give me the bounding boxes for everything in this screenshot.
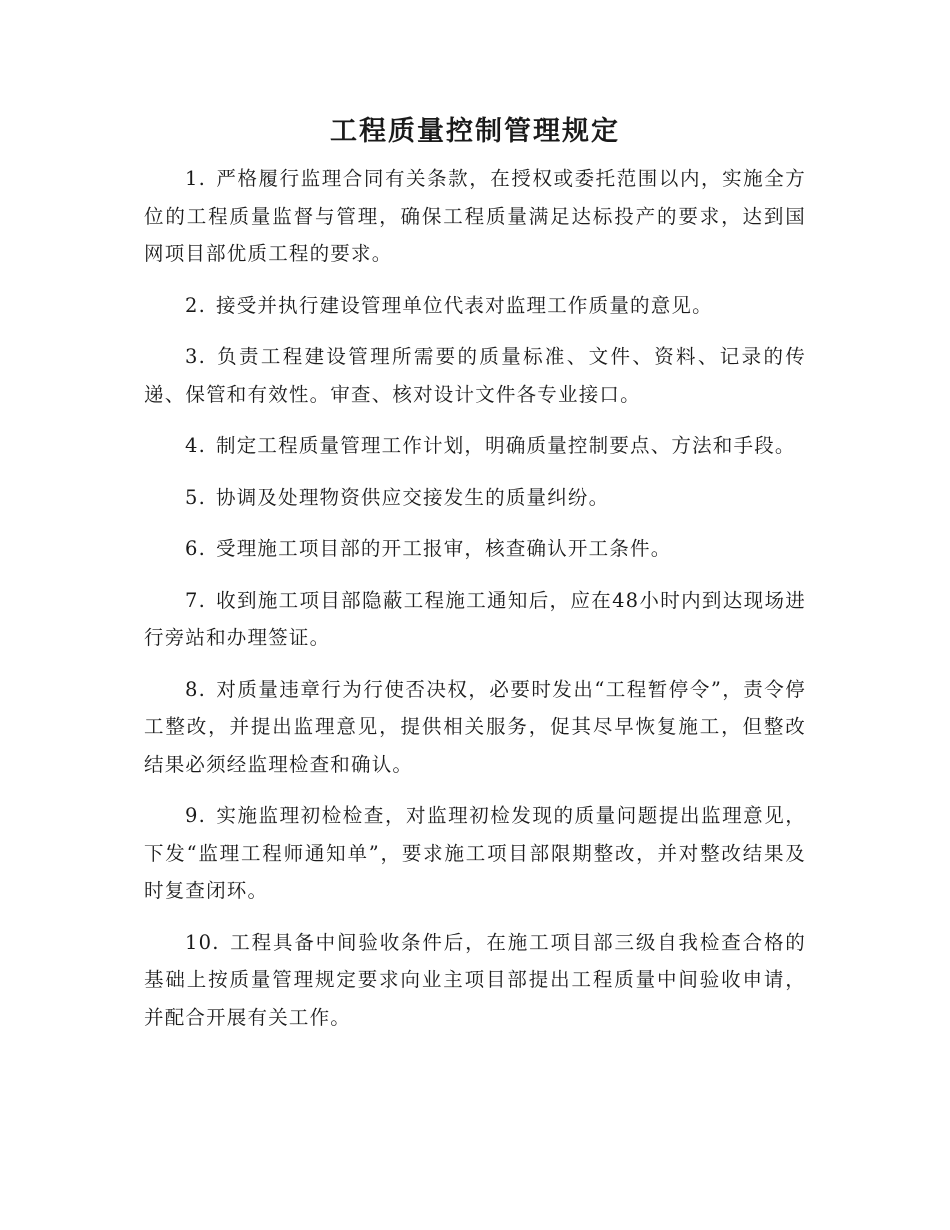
clause-item <box>144 338 806 413</box>
clause-number: 8. <box>185 677 207 701</box>
clause-list <box>144 160 806 1036</box>
clause-item <box>144 427 806 465</box>
clause-number: 1. <box>185 167 207 190</box>
clause-text: 对质量违章行为行使否决权，必要时发出“工程暂停令”，责令停工整改，并提出监理意见，提供相关服务，促其尽早恢复施工，但整改结果必须经监理检查和确认。 <box>144 677 806 776</box>
clause-text: 严格履行监理合同有关条款，在授权或委托范围以内，实施全方位的工程质量监督与管理，确保工程质量满足达标投产的要求，达到国网项目部优质工程的要求。 <box>144 167 806 265</box>
clause-item <box>144 479 806 517</box>
clause-text: 协调及处理物资供应交接发生的质量纠纷。 <box>216 485 610 509</box>
clause-number: 10. <box>185 930 220 954</box>
clause-item <box>144 582 806 657</box>
clause-number: 5. <box>185 485 207 509</box>
clause-number: 3. <box>185 345 207 368</box>
clause-text: 接受并执行建设管理单位代表对监理工作质量的意见。 <box>216 293 713 317</box>
clause-number: 9. <box>185 804 207 827</box>
clause-item <box>144 530 806 568</box>
clause-item <box>144 797 806 910</box>
clause-number: 6. <box>185 537 207 560</box>
clause-text: 受理施工项目部的开工报审，核查确认开工条件。 <box>216 537 672 560</box>
clause-item <box>144 671 806 784</box>
clause-text: 负责工程建设管理所需要的质量标准、文件、资料、记录的传递、保管和有效性。审查、核对设计文件各专业接口。 <box>144 345 806 406</box>
clause-item <box>144 160 806 273</box>
clause-number: 4. <box>185 434 207 457</box>
clause-text: 收到施工项目部隐蔽工程施工通知后，应在48小时内到达现场进行旁站和办理签证。 <box>144 588 806 649</box>
clause-item <box>144 287 806 325</box>
clause-text: 工程具备中间验收条件后，在施工项目部三级自我检查合格的基础上按质量管理规定要求向业主项目部提出工程质量中间验收申请，并配合开展有关工作。 <box>144 930 806 1029</box>
clause-number: 7. <box>185 588 207 612</box>
clause-item <box>144 924 806 1037</box>
page-title: 工程质量控制管理规定 <box>330 116 620 147</box>
clause-text: 制定工程质量管理工作计划，明确质量控制要点、方法和手段。 <box>216 434 796 457</box>
clause-number: 2. <box>185 293 207 317</box>
clause-text: 实施监理初检检查，对监理初检发现的质量问题提出监理意见，下发“监理工程师通知单”，要求施工项目部限期整改，并对整改结果及时复查闭环。 <box>144 804 806 902</box>
